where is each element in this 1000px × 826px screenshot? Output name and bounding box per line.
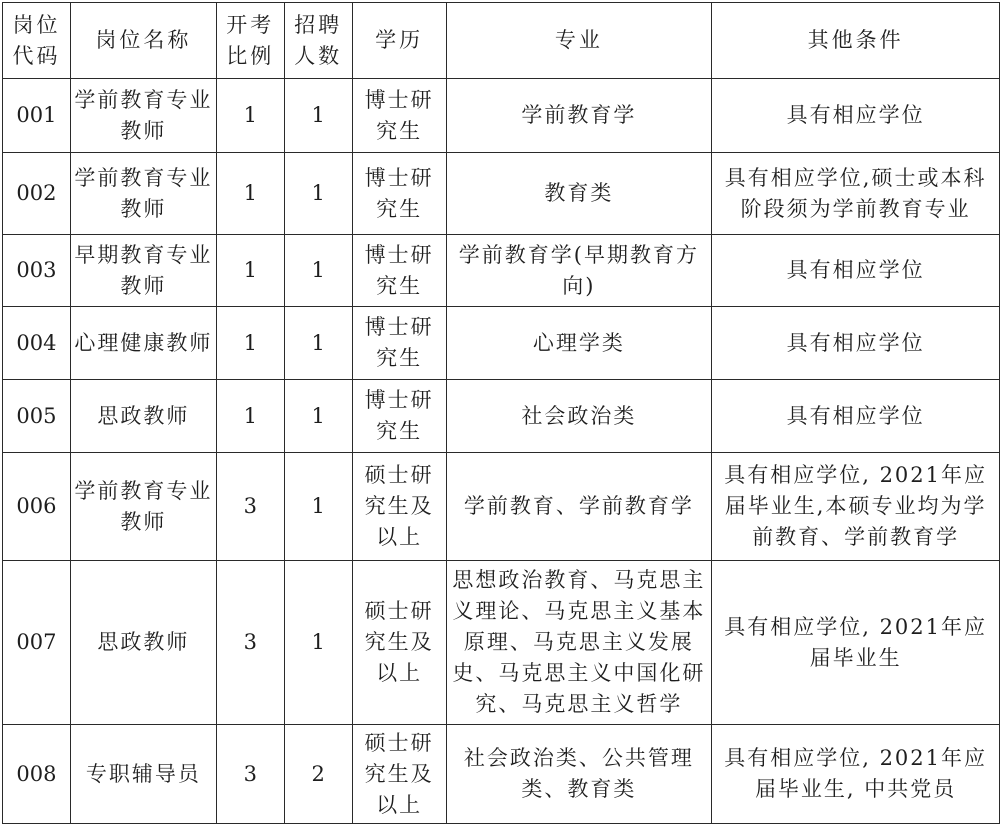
cell-exam-ratio: 1 xyxy=(216,79,284,153)
cell-exam-ratio: 1 xyxy=(216,153,284,235)
cell-position-name: 思政教师 xyxy=(70,380,216,453)
cell-exam-ratio: 1 xyxy=(216,307,284,380)
cell-other-requirements: 具有相应学位 xyxy=(712,235,1000,307)
cell-code: 005 xyxy=(3,380,71,453)
cell-exam-ratio: 3 xyxy=(216,561,284,725)
cell-position-name: 心理健康教师 xyxy=(70,307,216,380)
cell-exam-ratio: 1 xyxy=(216,235,284,307)
cell-position-name: 学前教育专业教师 xyxy=(70,153,216,235)
cell-education: 博士研究生 xyxy=(352,79,446,153)
header-cell-hiring-count: 招聘人数 xyxy=(284,3,352,79)
cell-position-name: 早期教育专业教师 xyxy=(70,235,216,307)
cell-hiring-count: 2 xyxy=(284,725,352,824)
cell-hiring-count: 1 xyxy=(284,79,352,153)
header-cell-major: 专业 xyxy=(446,3,712,79)
header-cell-exam-ratio: 开考比例 xyxy=(216,3,284,79)
table-row xyxy=(3,79,1000,153)
header-cell-education: 学历 xyxy=(352,3,446,79)
cell-hiring-count: 1 xyxy=(284,380,352,453)
cell-major: 思想政治教育、马克思主义理论、马克思主义基本原理、马克思主义发展史、马克思主义中国化研究、马克思主义哲学 xyxy=(446,561,712,725)
cell-other-requirements: 具有相应学位,硕士或本科阶段须为学前教育专业 xyxy=(712,153,1000,235)
cell-education: 博士研究生 xyxy=(352,307,446,380)
table-row xyxy=(3,561,1000,725)
cell-position-name: 思政教师 xyxy=(70,561,216,725)
header-cell-other-requirements: 其他条件 xyxy=(712,3,1000,79)
cell-code: 007 xyxy=(3,561,71,725)
cell-major: 社会政治类、公共管理类、教育类 xyxy=(446,725,712,824)
cell-position-name: 学前教育专业教师 xyxy=(70,79,216,153)
cell-major: 学前教育学(早期教育方向) xyxy=(446,235,712,307)
cell-position-name: 专职辅导员 xyxy=(70,725,216,824)
cell-exam-ratio: 1 xyxy=(216,380,284,453)
cell-exam-ratio: 3 xyxy=(216,453,284,561)
recruitment-table xyxy=(2,2,1000,824)
cell-major: 学前教育、学前教育学 xyxy=(446,453,712,561)
cell-other-requirements: 具有相应学位, 2021年应届毕业生,本硕专业均为学前教育、学前教育学 xyxy=(712,453,1000,561)
cell-other-requirements: 具有相应学位, 2021年应届毕业生 xyxy=(712,561,1000,725)
header-cell-position-name: 岗位名称 xyxy=(70,3,216,79)
cell-hiring-count: 1 xyxy=(284,453,352,561)
cell-code: 006 xyxy=(3,453,71,561)
cell-education: 博士研究生 xyxy=(352,235,446,307)
cell-code: 003 xyxy=(3,235,71,307)
table-row xyxy=(3,380,1000,453)
cell-education: 硕士研究生及以上 xyxy=(352,725,446,824)
cell-position-name: 学前教育专业教师 xyxy=(70,453,216,561)
header-row xyxy=(3,3,1000,79)
cell-code: 002 xyxy=(3,153,71,235)
cell-education: 博士研究生 xyxy=(352,380,446,453)
cell-exam-ratio: 3 xyxy=(216,725,284,824)
cell-major: 心理学类 xyxy=(446,307,712,380)
table-row xyxy=(3,725,1000,824)
cell-code: 001 xyxy=(3,79,71,153)
cell-other-requirements: 具有相应学位 xyxy=(712,380,1000,453)
header-cell-code: 岗位代码 xyxy=(3,3,71,79)
cell-major: 社会政治类 xyxy=(446,380,712,453)
table-row xyxy=(3,153,1000,235)
cell-code: 008 xyxy=(3,725,71,824)
table-row xyxy=(3,453,1000,561)
cell-hiring-count: 1 xyxy=(284,561,352,725)
cell-hiring-count: 1 xyxy=(284,307,352,380)
cell-other-requirements: 具有相应学位 xyxy=(712,79,1000,153)
cell-education: 硕士研究生及以上 xyxy=(352,561,446,725)
cell-education: 博士研究生 xyxy=(352,153,446,235)
cell-major: 教育类 xyxy=(446,153,712,235)
cell-hiring-count: 1 xyxy=(284,153,352,235)
cell-other-requirements: 具有相应学位 xyxy=(712,307,1000,380)
cell-hiring-count: 1 xyxy=(284,235,352,307)
table-row xyxy=(3,235,1000,307)
table-row xyxy=(3,307,1000,380)
cell-code: 004 xyxy=(3,307,71,380)
cell-major: 学前教育学 xyxy=(446,79,712,153)
cell-other-requirements: 具有相应学位, 2021年应届毕业生, 中共党员 xyxy=(712,725,1000,824)
cell-education: 硕士研究生及以上 xyxy=(352,453,446,561)
